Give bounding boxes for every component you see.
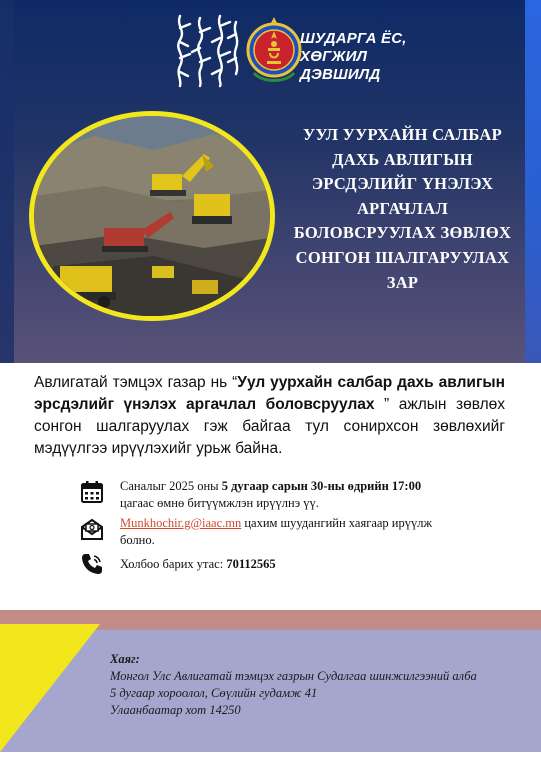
intro-paragraph: [34, 372, 505, 460]
banner-left-strip: [0, 0, 14, 363]
title-line: ЗАР: [386, 272, 419, 292]
address-line3: Улаанбаатар хот 14250: [110, 703, 241, 717]
title-line: УУЛ УУРХАЙН САЛБАР: [303, 125, 502, 144]
email-suffix: цахим шуудангийн хаягаар ирүүлж: [241, 516, 433, 530]
email-text: [120, 515, 510, 549]
org-name-line3: ДЭВШИЛД: [300, 66, 381, 83]
email-row: [80, 515, 510, 551]
deadline-date: 5 дугаар сарын 30-ны өдрийн 17:00: [221, 479, 422, 493]
title-line: ДАХЬ АВЛИГЫН: [332, 149, 473, 169]
org-name-line1: ШУДАРГА ЁС,: [300, 30, 407, 47]
announcement-title: [280, 123, 525, 295]
deadline-prefix: Саналыг 2025 оны: [120, 479, 222, 493]
phone-icon: [80, 552, 104, 576]
phone-number[interactable]: 70112565: [226, 557, 276, 571]
calendar-icon: [80, 480, 104, 504]
intro-text-start: Авлигатай тэмцэх газар нь “: [34, 374, 238, 391]
org-name: [300, 30, 420, 84]
address-block: [110, 651, 530, 719]
header-banner: [0, 0, 541, 363]
mining-photo: [34, 116, 270, 316]
title-line: АРГАЧЛАЛ: [356, 198, 449, 218]
intro-project-name: Уул уурхайн салбар дахь авлигын эрсдэлийг үнэлэх аргачлал боловсруулах: [34, 374, 505, 413]
envelope-icon: [80, 517, 104, 541]
mongol-script-logo: [170, 12, 242, 88]
title-line: СОНГОН ШАЛГАРУУЛАХ: [295, 247, 510, 267]
org-name-line2: ХӨГЖИЛ: [300, 48, 368, 65]
phone-label: Холбоо барих утас:: [120, 557, 227, 571]
photo-frame: [29, 111, 275, 321]
address-line2: 5 дугаар хороолол, Сөүлийн гудамж 41: [110, 686, 318, 700]
state-emblem-icon: [246, 13, 302, 87]
banner-right-strip: [525, 0, 541, 363]
footer-bottom-strip: [0, 752, 541, 780]
deadline-suffix: цагаас өмнө битүүмжлэн ирүүлнэ үү.: [120, 496, 319, 510]
intro-text-end: ” ажлын зөвлөх сонгон шалгаруулах гэж байгаа тул сонирхсон зөвлөхийг мэдүүлгээ ирүүлэхийг урьж байна.: [34, 396, 505, 457]
deadline-row: [80, 478, 510, 514]
title-line: БОЛОВСРУУЛАХ ЗӨВЛӨХ: [293, 223, 512, 243]
address-line1: Монгол Улс Авлигатай тэмцэх газрын Судалгаа шинжилгээний алба: [110, 669, 477, 683]
deadline-text: [120, 478, 510, 512]
email-suffix-line2: болно.: [120, 533, 155, 547]
phone-row: [80, 552, 510, 578]
email-link[interactable]: Munkhochir.g@iaac.mn: [120, 516, 242, 530]
phone-text: [120, 556, 510, 573]
title-line: ЭРСДЭЛИЙГ ҮНЭЛЭХ: [311, 174, 494, 194]
address-label: Хаяг:: [110, 652, 140, 666]
